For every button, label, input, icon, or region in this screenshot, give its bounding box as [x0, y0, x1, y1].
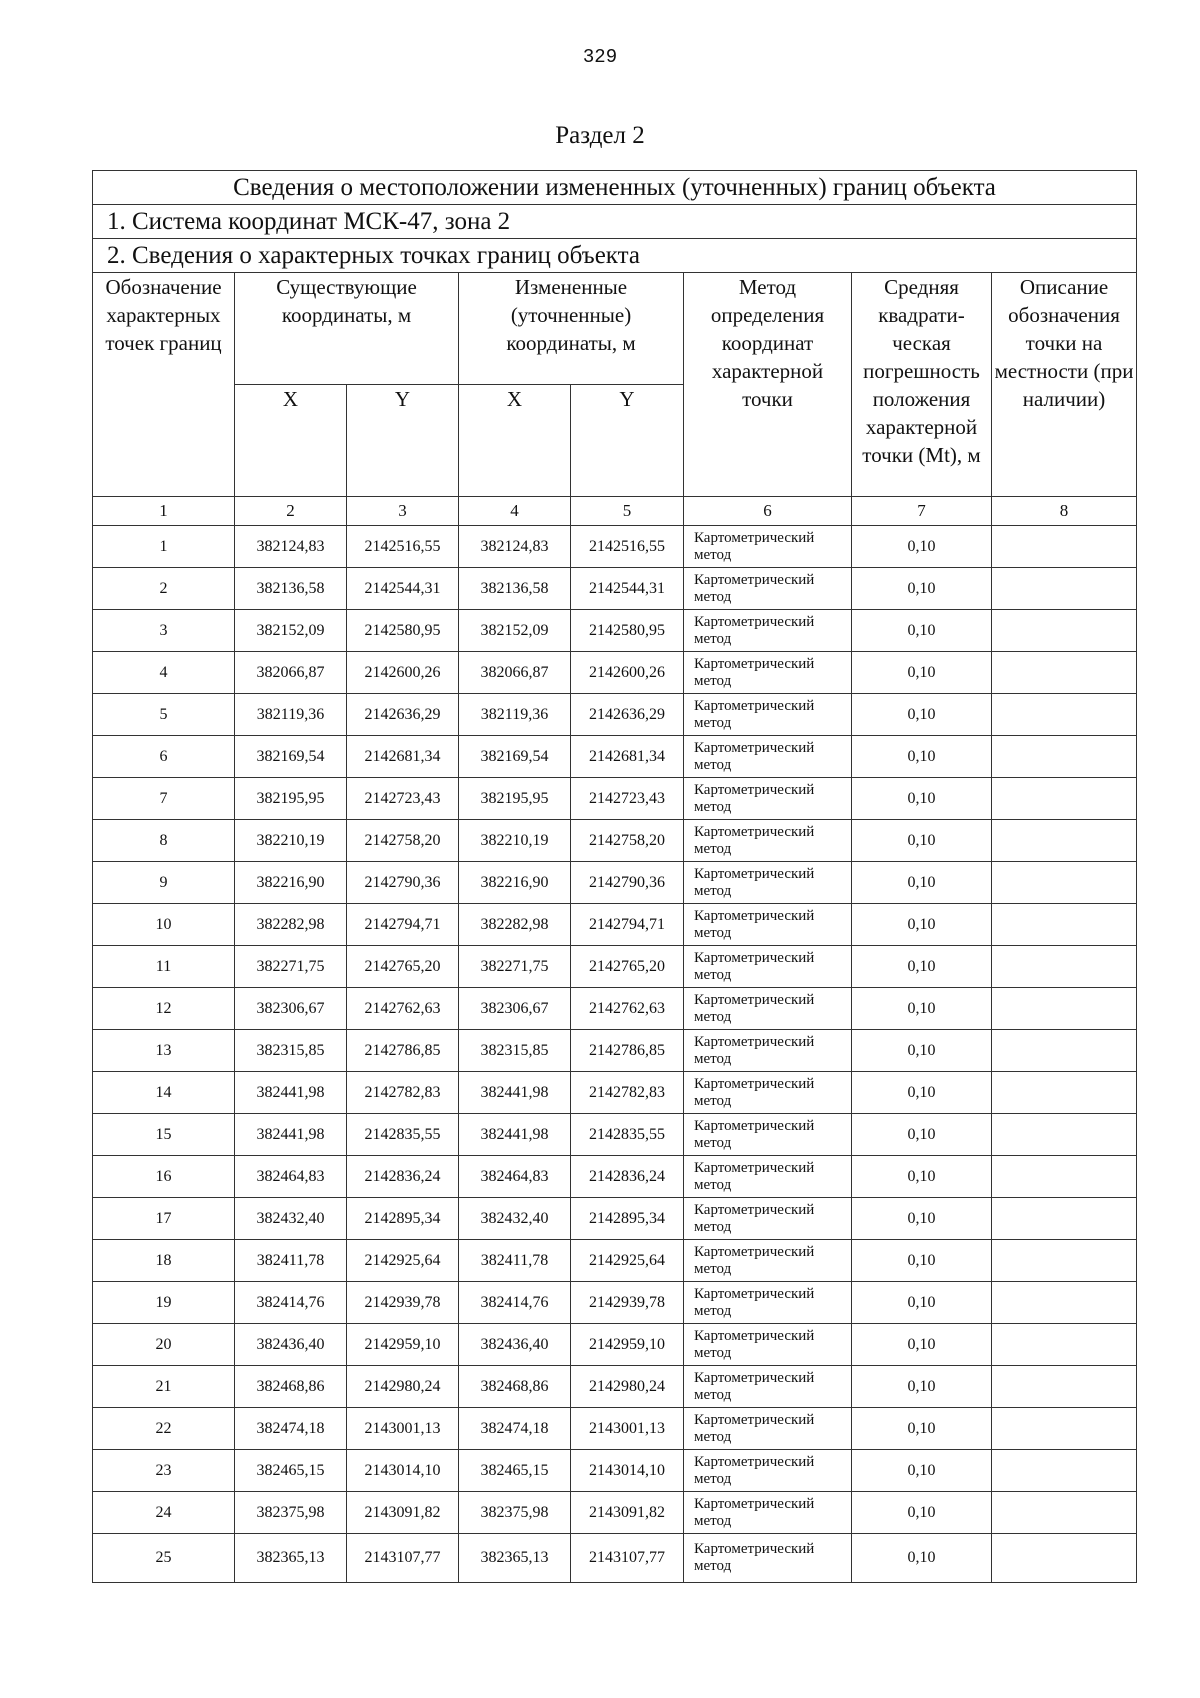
point-number-cell: 17 — [93, 1198, 235, 1240]
coord-system-heading: 1. Система координат МСК-47, зона 2 — [93, 205, 1137, 239]
changed-x-cell: 382464,83 — [459, 1156, 571, 1198]
column-number: 4 — [459, 497, 571, 526]
error-cell: 0,10 — [852, 862, 992, 904]
description-cell — [992, 1324, 1137, 1366]
existing-x-cell: 382414,76 — [235, 1282, 347, 1324]
description-cell — [992, 568, 1137, 610]
existing-y-cell: 2142786,85 — [347, 1030, 459, 1072]
existing-y-cell: 2142794,71 — [347, 904, 459, 946]
error-cell: 0,10 — [852, 820, 992, 862]
point-number-cell: 14 — [93, 1072, 235, 1114]
existing-y-cell: 2142765,20 — [347, 946, 459, 988]
column-number: 7 — [852, 497, 992, 526]
point-number-cell: 5 — [93, 694, 235, 736]
existing-y-cell: 2142782,83 — [347, 1072, 459, 1114]
changed-x-cell: 382432,40 — [459, 1198, 571, 1240]
existing-x-cell: 382432,40 — [235, 1198, 347, 1240]
description-cell — [992, 1492, 1137, 1534]
method-text: Картометрический метод — [694, 1541, 815, 1574]
description-cell — [992, 862, 1137, 904]
changed-y-cell: 2142758,20 — [571, 820, 684, 862]
existing-x-cell: 382152,09 — [235, 610, 347, 652]
points-heading: 2. Сведения о характерных точках границ объекта — [93, 239, 1137, 273]
boundary-points-table — [92, 170, 1137, 1583]
method-text: Картометрический метод — [694, 571, 815, 605]
point-number-cell: 8 — [93, 820, 235, 862]
method-text: Картометрический метод — [694, 949, 815, 983]
changed-x-cell: 382152,09 — [459, 610, 571, 652]
point-number-cell: 21 — [93, 1366, 235, 1408]
point-number-cell: 7 — [93, 778, 235, 820]
existing-x-cell: 382124,83 — [235, 526, 347, 568]
header-x-existing: X — [235, 385, 347, 497]
description-cell — [992, 1114, 1137, 1156]
table-row — [93, 1156, 1137, 1198]
existing-x-cell: 382195,95 — [235, 778, 347, 820]
table-row — [93, 946, 1137, 988]
method-cell — [684, 652, 852, 694]
error-cell: 0,10 — [852, 1114, 992, 1156]
method-cell — [684, 988, 852, 1030]
error-cell: 0,10 — [852, 1198, 992, 1240]
existing-y-cell: 2143091,82 — [347, 1492, 459, 1534]
changed-y-cell: 2142835,55 — [571, 1114, 684, 1156]
method-cell — [684, 568, 852, 610]
point-number-cell: 20 — [93, 1324, 235, 1366]
method-text: Картометрический метод — [694, 991, 815, 1025]
changed-y-cell: 2142895,34 — [571, 1198, 684, 1240]
changed-y-cell: 2142939,78 — [571, 1282, 684, 1324]
existing-y-cell: 2142600,26 — [347, 652, 459, 694]
changed-x-cell: 382441,98 — [459, 1114, 571, 1156]
changed-y-cell: 2142762,63 — [571, 988, 684, 1030]
error-cell: 0,10 — [852, 1072, 992, 1114]
point-number-cell: 10 — [93, 904, 235, 946]
existing-y-cell: 2142959,10 — [347, 1324, 459, 1366]
method-text: Картометрический метод — [694, 823, 815, 857]
existing-x-cell: 382169,54 — [235, 736, 347, 778]
method-cell — [684, 736, 852, 778]
description-cell — [992, 694, 1137, 736]
point-number-cell: 2 — [93, 568, 235, 610]
error-cell: 0,10 — [852, 1282, 992, 1324]
method-text: Картометрический метод — [694, 1075, 815, 1109]
changed-x-cell: 382136,58 — [459, 568, 571, 610]
changed-y-cell: 2142580,95 — [571, 610, 684, 652]
changed-x-cell: 382282,98 — [459, 904, 571, 946]
table-row — [93, 1282, 1137, 1324]
changed-x-cell: 382375,98 — [459, 1492, 571, 1534]
description-cell — [992, 1240, 1137, 1282]
table-row — [93, 610, 1137, 652]
method-cell — [684, 904, 852, 946]
table-row — [93, 988, 1137, 1030]
method-cell — [684, 946, 852, 988]
method-cell — [684, 1408, 852, 1450]
header-y-existing: Y — [347, 385, 459, 497]
error-cell: 0,10 — [852, 1030, 992, 1072]
error-cell: 0,10 — [852, 1534, 992, 1583]
existing-x-cell: 382282,98 — [235, 904, 347, 946]
changed-x-cell: 382468,86 — [459, 1366, 571, 1408]
method-text: Картометрический метод — [694, 1033, 815, 1067]
point-number-cell: 23 — [93, 1450, 235, 1492]
method-text: Картометрический метод — [694, 1327, 815, 1361]
changed-y-cell: 2142794,71 — [571, 904, 684, 946]
section-title: Раздел 2 — [555, 122, 645, 149]
method-cell — [684, 526, 852, 568]
table-title: Сведения о местоположении измененных (уточненных) границ объекта — [93, 171, 1137, 205]
method-cell — [684, 1450, 852, 1492]
error-cell: 0,10 — [852, 946, 992, 988]
existing-y-cell: 2142836,24 — [347, 1156, 459, 1198]
description-cell — [992, 1198, 1137, 1240]
existing-x-cell: 382375,98 — [235, 1492, 347, 1534]
method-cell — [684, 1282, 852, 1324]
point-number-cell: 22 — [93, 1408, 235, 1450]
changed-x-cell: 382119,36 — [459, 694, 571, 736]
point-number-cell: 24 — [93, 1492, 235, 1534]
table-row — [93, 862, 1137, 904]
method-text: Картометрический метод — [694, 613, 815, 647]
changed-x-cell: 382124,83 — [459, 526, 571, 568]
method-cell — [684, 820, 852, 862]
changed-x-cell: 382210,19 — [459, 820, 571, 862]
header-y-changed: Y — [571, 385, 684, 497]
method-cell — [684, 1156, 852, 1198]
table-row — [93, 526, 1137, 568]
method-cell — [684, 610, 852, 652]
method-text: Картометрический метод — [694, 697, 815, 731]
changed-x-cell: 382315,85 — [459, 1030, 571, 1072]
error-cell: 0,10 — [852, 652, 992, 694]
existing-x-cell: 382210,19 — [235, 820, 347, 862]
table-row — [93, 694, 1137, 736]
changed-y-cell: 2143091,82 — [571, 1492, 684, 1534]
point-number-cell: 6 — [93, 736, 235, 778]
changed-y-cell: 2142636,29 — [571, 694, 684, 736]
existing-x-cell: 382066,87 — [235, 652, 347, 694]
existing-y-cell: 2142516,55 — [347, 526, 459, 568]
table-row — [93, 1492, 1137, 1534]
existing-y-cell: 2143001,13 — [347, 1408, 459, 1450]
method-text: Картометрический метод — [694, 865, 815, 899]
table-row — [93, 736, 1137, 778]
existing-x-cell: 382216,90 — [235, 862, 347, 904]
column-number: 1 — [93, 497, 235, 526]
changed-x-cell: 382436,40 — [459, 1324, 571, 1366]
existing-y-cell: 2142980,24 — [347, 1366, 459, 1408]
existing-x-cell: 382271,75 — [235, 946, 347, 988]
changed-y-cell: 2142836,24 — [571, 1156, 684, 1198]
column-number: 5 — [571, 497, 684, 526]
existing-y-cell: 2142925,64 — [347, 1240, 459, 1282]
header-method: Метод определения координат характерной точки — [684, 273, 852, 497]
description-cell — [992, 1072, 1137, 1114]
table-row — [93, 1030, 1137, 1072]
error-cell: 0,10 — [852, 736, 992, 778]
existing-y-cell: 2142835,55 — [347, 1114, 459, 1156]
method-cell — [684, 778, 852, 820]
description-cell — [992, 1156, 1137, 1198]
method-text: Картометрический метод — [694, 1285, 815, 1319]
method-cell — [684, 1366, 852, 1408]
method-text: Картометрический метод — [694, 907, 815, 941]
header-designation: Обозначение характерных точек границ — [93, 273, 235, 497]
existing-x-cell: 382136,58 — [235, 568, 347, 610]
point-number-cell: 9 — [93, 862, 235, 904]
method-cell — [684, 1492, 852, 1534]
column-number: 2 — [235, 497, 347, 526]
table-row — [93, 820, 1137, 862]
description-cell — [992, 946, 1137, 988]
header-description: Описание обозначения точки на местности (при наличии) — [992, 273, 1137, 497]
error-cell: 0,10 — [852, 1408, 992, 1450]
existing-y-cell: 2142758,20 — [347, 820, 459, 862]
existing-x-cell: 382365,13 — [235, 1534, 347, 1583]
method-cell — [684, 1324, 852, 1366]
existing-x-cell: 382436,40 — [235, 1324, 347, 1366]
point-number-cell: 4 — [93, 652, 235, 694]
changed-y-cell: 2142782,83 — [571, 1072, 684, 1114]
point-number-cell: 12 — [93, 988, 235, 1030]
description-cell — [992, 1366, 1137, 1408]
existing-y-cell: 2143107,77 — [347, 1534, 459, 1583]
changed-x-cell: 382474,18 — [459, 1408, 571, 1450]
table-row — [93, 1240, 1137, 1282]
existing-x-cell: 382464,83 — [235, 1156, 347, 1198]
description-cell — [992, 1534, 1137, 1583]
existing-x-cell: 382474,18 — [235, 1408, 347, 1450]
error-cell: 0,10 — [852, 904, 992, 946]
changed-y-cell: 2142925,64 — [571, 1240, 684, 1282]
method-cell — [684, 1030, 852, 1072]
existing-y-cell: 2142636,29 — [347, 694, 459, 736]
method-text: Картометрический метод — [694, 655, 815, 689]
existing-y-cell: 2142895,34 — [347, 1198, 459, 1240]
point-number-cell: 1 — [93, 526, 235, 568]
table-row — [93, 1072, 1137, 1114]
changed-y-cell: 2143107,77 — [571, 1534, 684, 1583]
table-row — [93, 778, 1137, 820]
point-number-cell: 18 — [93, 1240, 235, 1282]
changed-x-cell: 382271,75 — [459, 946, 571, 988]
description-cell — [992, 1408, 1137, 1450]
table-row — [93, 652, 1137, 694]
changed-y-cell: 2142600,26 — [571, 652, 684, 694]
point-number-cell: 25 — [93, 1534, 235, 1583]
header-x-changed: X — [459, 385, 571, 497]
method-text: Картометрический метод — [694, 1243, 815, 1277]
existing-x-cell: 382411,78 — [235, 1240, 347, 1282]
existing-y-cell: 2142681,34 — [347, 736, 459, 778]
table-row — [93, 904, 1137, 946]
method-cell — [684, 1072, 852, 1114]
method-text: Картометрический метод — [694, 1453, 815, 1487]
method-text: Картометрический метод — [694, 781, 815, 815]
method-text: Картометрический метод — [694, 739, 815, 773]
error-cell: 0,10 — [852, 1450, 992, 1492]
error-cell: 0,10 — [852, 988, 992, 1030]
changed-y-cell: 2142681,34 — [571, 736, 684, 778]
changed-y-cell: 2142790,36 — [571, 862, 684, 904]
changed-x-cell: 382216,90 — [459, 862, 571, 904]
method-text: Картометрический метод — [694, 1411, 815, 1445]
error-cell: 0,10 — [852, 1492, 992, 1534]
existing-x-cell: 382306,67 — [235, 988, 347, 1030]
table-row — [93, 1534, 1137, 1583]
column-number: 8 — [992, 497, 1137, 526]
error-cell: 0,10 — [852, 610, 992, 652]
existing-y-cell: 2142762,63 — [347, 988, 459, 1030]
description-cell — [992, 736, 1137, 778]
description-cell — [992, 1282, 1137, 1324]
table-row — [93, 1324, 1137, 1366]
error-cell: 0,10 — [852, 778, 992, 820]
changed-x-cell: 382066,87 — [459, 652, 571, 694]
error-cell: 0,10 — [852, 526, 992, 568]
description-cell — [992, 652, 1137, 694]
method-cell — [684, 1198, 852, 1240]
changed-x-cell: 382365,13 — [459, 1534, 571, 1583]
table-row — [93, 1450, 1137, 1492]
error-cell: 0,10 — [852, 1324, 992, 1366]
method-cell — [684, 1534, 852, 1583]
existing-x-cell: 382119,36 — [235, 694, 347, 736]
header-error: Средняя квадрати- ческая погрешность положения характерной точки (Mt), м — [852, 273, 992, 497]
changed-x-cell: 382306,67 — [459, 988, 571, 1030]
method-text: Картометрический метод — [694, 1495, 815, 1529]
error-cell: 0,10 — [852, 1240, 992, 1282]
column-number: 6 — [684, 497, 852, 526]
existing-y-cell: 2143014,10 — [347, 1450, 459, 1492]
column-number: 3 — [347, 497, 459, 526]
changed-y-cell: 2143014,10 — [571, 1450, 684, 1492]
description-cell — [992, 526, 1137, 568]
table-row — [93, 1198, 1137, 1240]
table-row — [93, 1114, 1137, 1156]
header-existing-coords: Существующие координаты, м — [235, 273, 459, 385]
changed-x-cell: 382169,54 — [459, 736, 571, 778]
changed-y-cell: 2142723,43 — [571, 778, 684, 820]
method-text: Картометрический метод — [694, 1159, 815, 1193]
point-number-cell: 19 — [93, 1282, 235, 1324]
header-changed-coords: Измененные (уточненные) координаты, м — [459, 273, 684, 385]
changed-y-cell: 2143001,13 — [571, 1408, 684, 1450]
method-cell — [684, 862, 852, 904]
changed-y-cell: 2142544,31 — [571, 568, 684, 610]
changed-y-cell: 2142765,20 — [571, 946, 684, 988]
page-number: 329 — [582, 46, 618, 68]
changed-x-cell: 382465,15 — [459, 1450, 571, 1492]
existing-x-cell: 382465,15 — [235, 1450, 347, 1492]
error-cell: 0,10 — [852, 1156, 992, 1198]
existing-y-cell: 2142544,31 — [347, 568, 459, 610]
method-cell — [684, 1240, 852, 1282]
point-number-cell: 11 — [93, 946, 235, 988]
existing-x-cell: 382468,86 — [235, 1366, 347, 1408]
point-number-cell: 15 — [93, 1114, 235, 1156]
method-text: Картометрический метод — [694, 1369, 815, 1403]
table-row — [93, 1408, 1137, 1450]
existing-y-cell: 2142939,78 — [347, 1282, 459, 1324]
changed-y-cell: 2142516,55 — [571, 526, 684, 568]
existing-x-cell: 382441,98 — [235, 1114, 347, 1156]
description-cell — [992, 610, 1137, 652]
changed-y-cell: 2142959,10 — [571, 1324, 684, 1366]
table-row — [93, 568, 1137, 610]
changed-x-cell: 382411,78 — [459, 1240, 571, 1282]
error-cell: 0,10 — [852, 694, 992, 736]
existing-x-cell: 382441,98 — [235, 1072, 347, 1114]
changed-x-cell: 382441,98 — [459, 1072, 571, 1114]
existing-y-cell: 2142723,43 — [347, 778, 459, 820]
point-number-cell: 13 — [93, 1030, 235, 1072]
changed-y-cell: 2142786,85 — [571, 1030, 684, 1072]
changed-x-cell: 382195,95 — [459, 778, 571, 820]
error-cell: 0,10 — [852, 1366, 992, 1408]
point-number-cell: 3 — [93, 610, 235, 652]
method-cell — [684, 694, 852, 736]
existing-x-cell: 382315,85 — [235, 1030, 347, 1072]
existing-y-cell: 2142580,95 — [347, 610, 459, 652]
description-cell — [992, 1450, 1137, 1492]
method-text: Картометрический метод — [694, 529, 815, 563]
error-cell: 0,10 — [852, 568, 992, 610]
method-cell — [684, 1114, 852, 1156]
description-cell — [992, 1030, 1137, 1072]
changed-y-cell: 2142980,24 — [571, 1366, 684, 1408]
changed-x-cell: 382414,76 — [459, 1282, 571, 1324]
description-cell — [992, 904, 1137, 946]
description-cell — [992, 778, 1137, 820]
description-cell — [992, 820, 1137, 862]
method-text: Картометрический метод — [694, 1117, 815, 1151]
point-number-cell: 16 — [93, 1156, 235, 1198]
table-row — [93, 1366, 1137, 1408]
method-text: Картометрический метод — [694, 1201, 815, 1235]
description-cell — [992, 988, 1137, 1030]
existing-y-cell: 2142790,36 — [347, 862, 459, 904]
